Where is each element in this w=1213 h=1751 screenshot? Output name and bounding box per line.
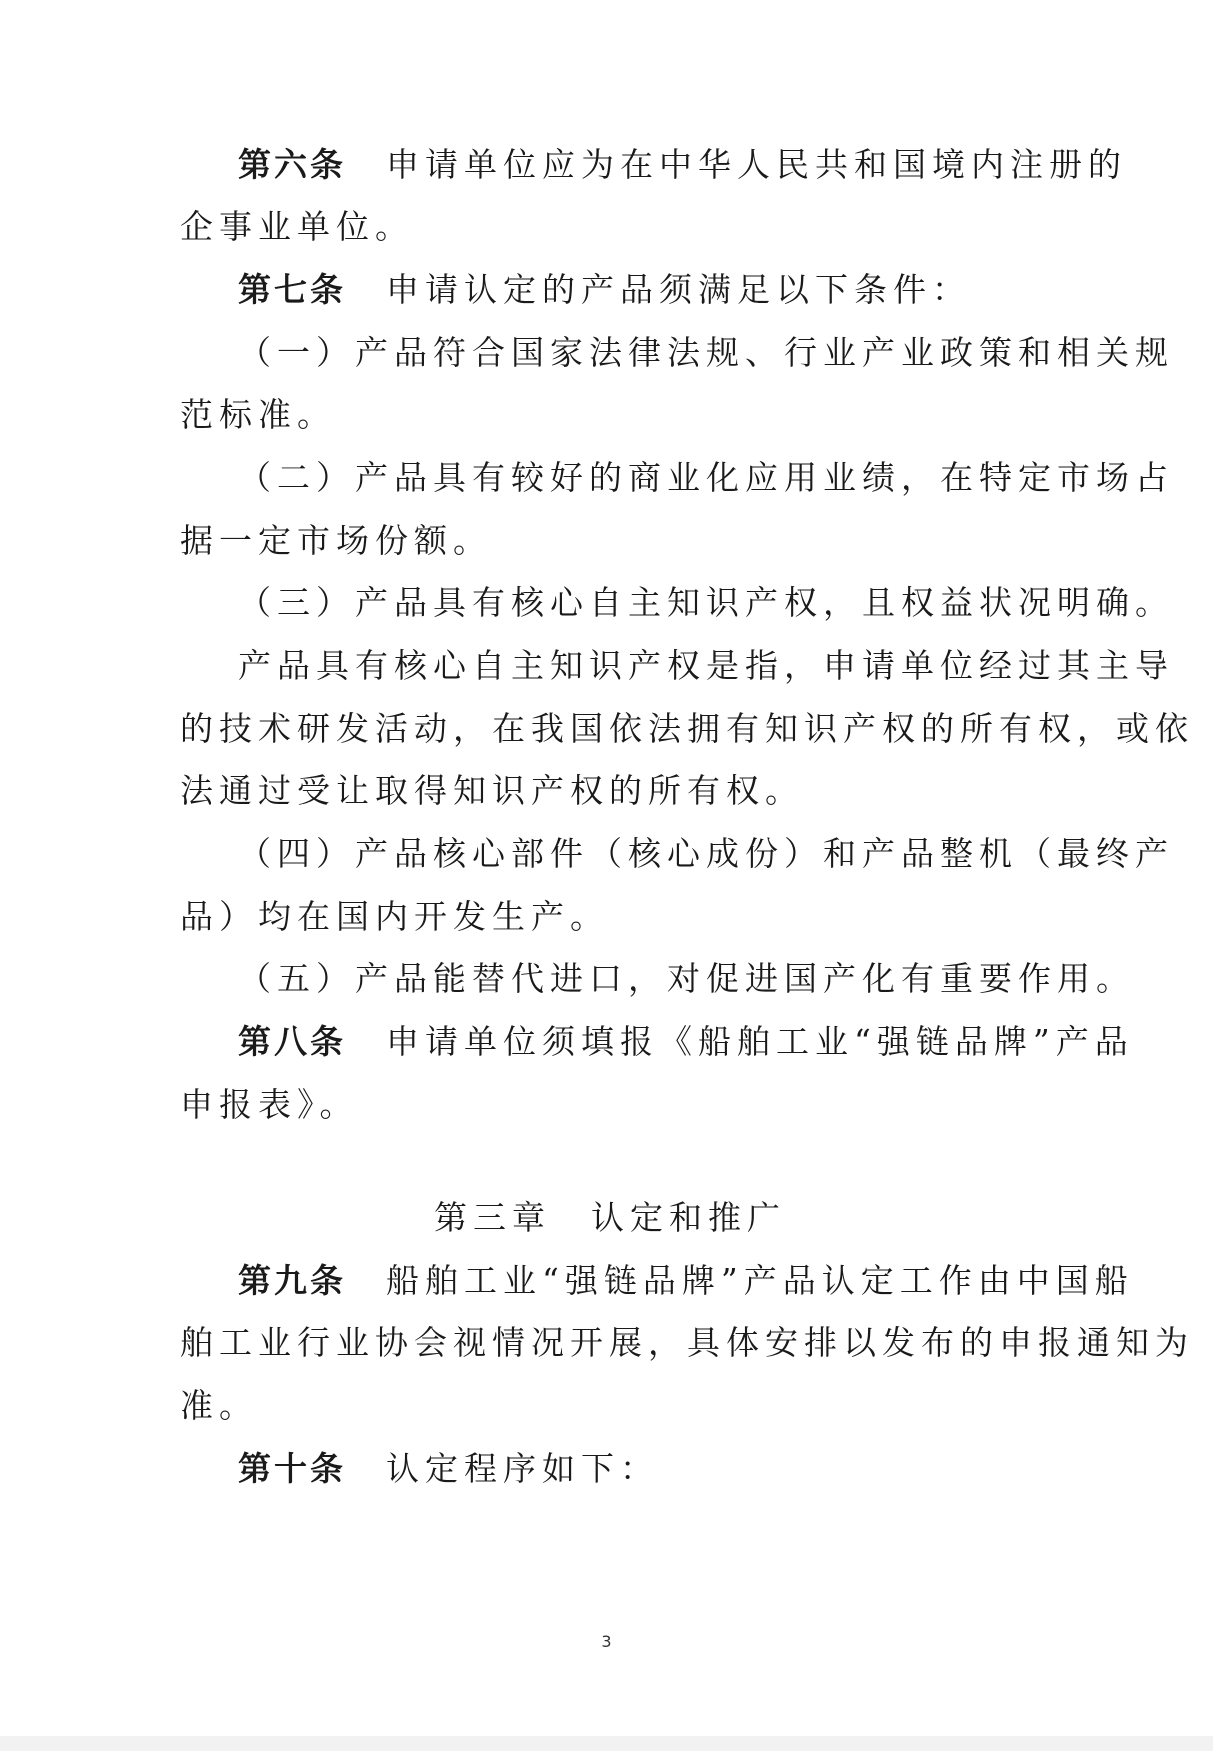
article-7-intro: 申请认定的产品须满足以下条件：: [386, 270, 971, 309]
article-7-line-1: [238, 270, 971, 313]
article-7-item-1-line-1: （一）产品符合国家法律法规、行业产业政策和相关规: [238, 333, 1174, 372]
article-6-line-1: [238, 145, 1127, 188]
article-7-item-2-line-1: （二）产品具有较好的商业化应用业绩，在特定市场占: [238, 458, 1174, 497]
article-7-item-1-line-2: 范标准。: [180, 395, 336, 434]
article-9-line-3: 准。: [180, 1386, 258, 1425]
article-8-text-1: 申请单位须填报《船舶工业“强链品牌”产品: [386, 1022, 1134, 1061]
article-9-line-2: 舶工业行业协会视情况开展，具体安排以发布的申报通知为: [180, 1323, 1194, 1362]
article-10-line-1: [238, 1449, 659, 1492]
article-8-line-2: 申报表》。: [180, 1085, 359, 1124]
article-9-label: 第九条: [238, 1261, 346, 1300]
article-7-item-3-note-line-2: 的技术研发活动，在我国依法拥有知识产权的所有权，或依: [180, 709, 1194, 748]
chapter-3-title: 认定和推广: [591, 1198, 786, 1237]
page-number: 3: [601, 1632, 612, 1651]
article-7-item-4-line-1: （四）产品核心部件（核心成份）和产品整机（最终产: [238, 834, 1174, 873]
article-9-text-1: 船舶工业“强链品牌”产品认定工作由中国船: [386, 1261, 1134, 1300]
article-10-text-1: 认定程序如下：: [386, 1449, 659, 1488]
article-10-label: 第十条: [238, 1449, 346, 1488]
article-6-text-1: 申请单位应为在中华人民共和国境内注册的: [386, 145, 1127, 184]
article-8-label: 第八条: [238, 1022, 346, 1061]
article-8-line-1: [238, 1022, 1134, 1065]
article-7-label: 第七条: [238, 270, 346, 309]
article-7-item-3: （三）产品具有核心自主知识产权，且权益状况明确。: [238, 583, 1174, 622]
article-7-item-3-note-line-1: 产品具有核心自主知识产权是指，申请单位经过其主导: [238, 646, 1174, 685]
article-7-item-2-line-2: 据一定市场份额。: [180, 521, 492, 560]
chapter-3-label: 第三章: [434, 1198, 551, 1237]
article-9-line-1: [238, 1261, 1134, 1304]
chapter-3-heading: [180, 1198, 1040, 1237]
article-6-label: 第六条: [238, 145, 346, 184]
page-bottom-edge: [0, 1736, 1213, 1751]
article-7-item-3-note-line-3: 法通过受让取得知识产权的所有权。: [180, 771, 804, 810]
article-7-item-5: （五）产品能替代进口，对促进国产化有重要作用。: [238, 959, 1135, 998]
article-6-line-2: 企事业单位。: [180, 207, 414, 246]
article-7-item-4-line-2: 品）均在国内开发生产。: [180, 897, 609, 936]
